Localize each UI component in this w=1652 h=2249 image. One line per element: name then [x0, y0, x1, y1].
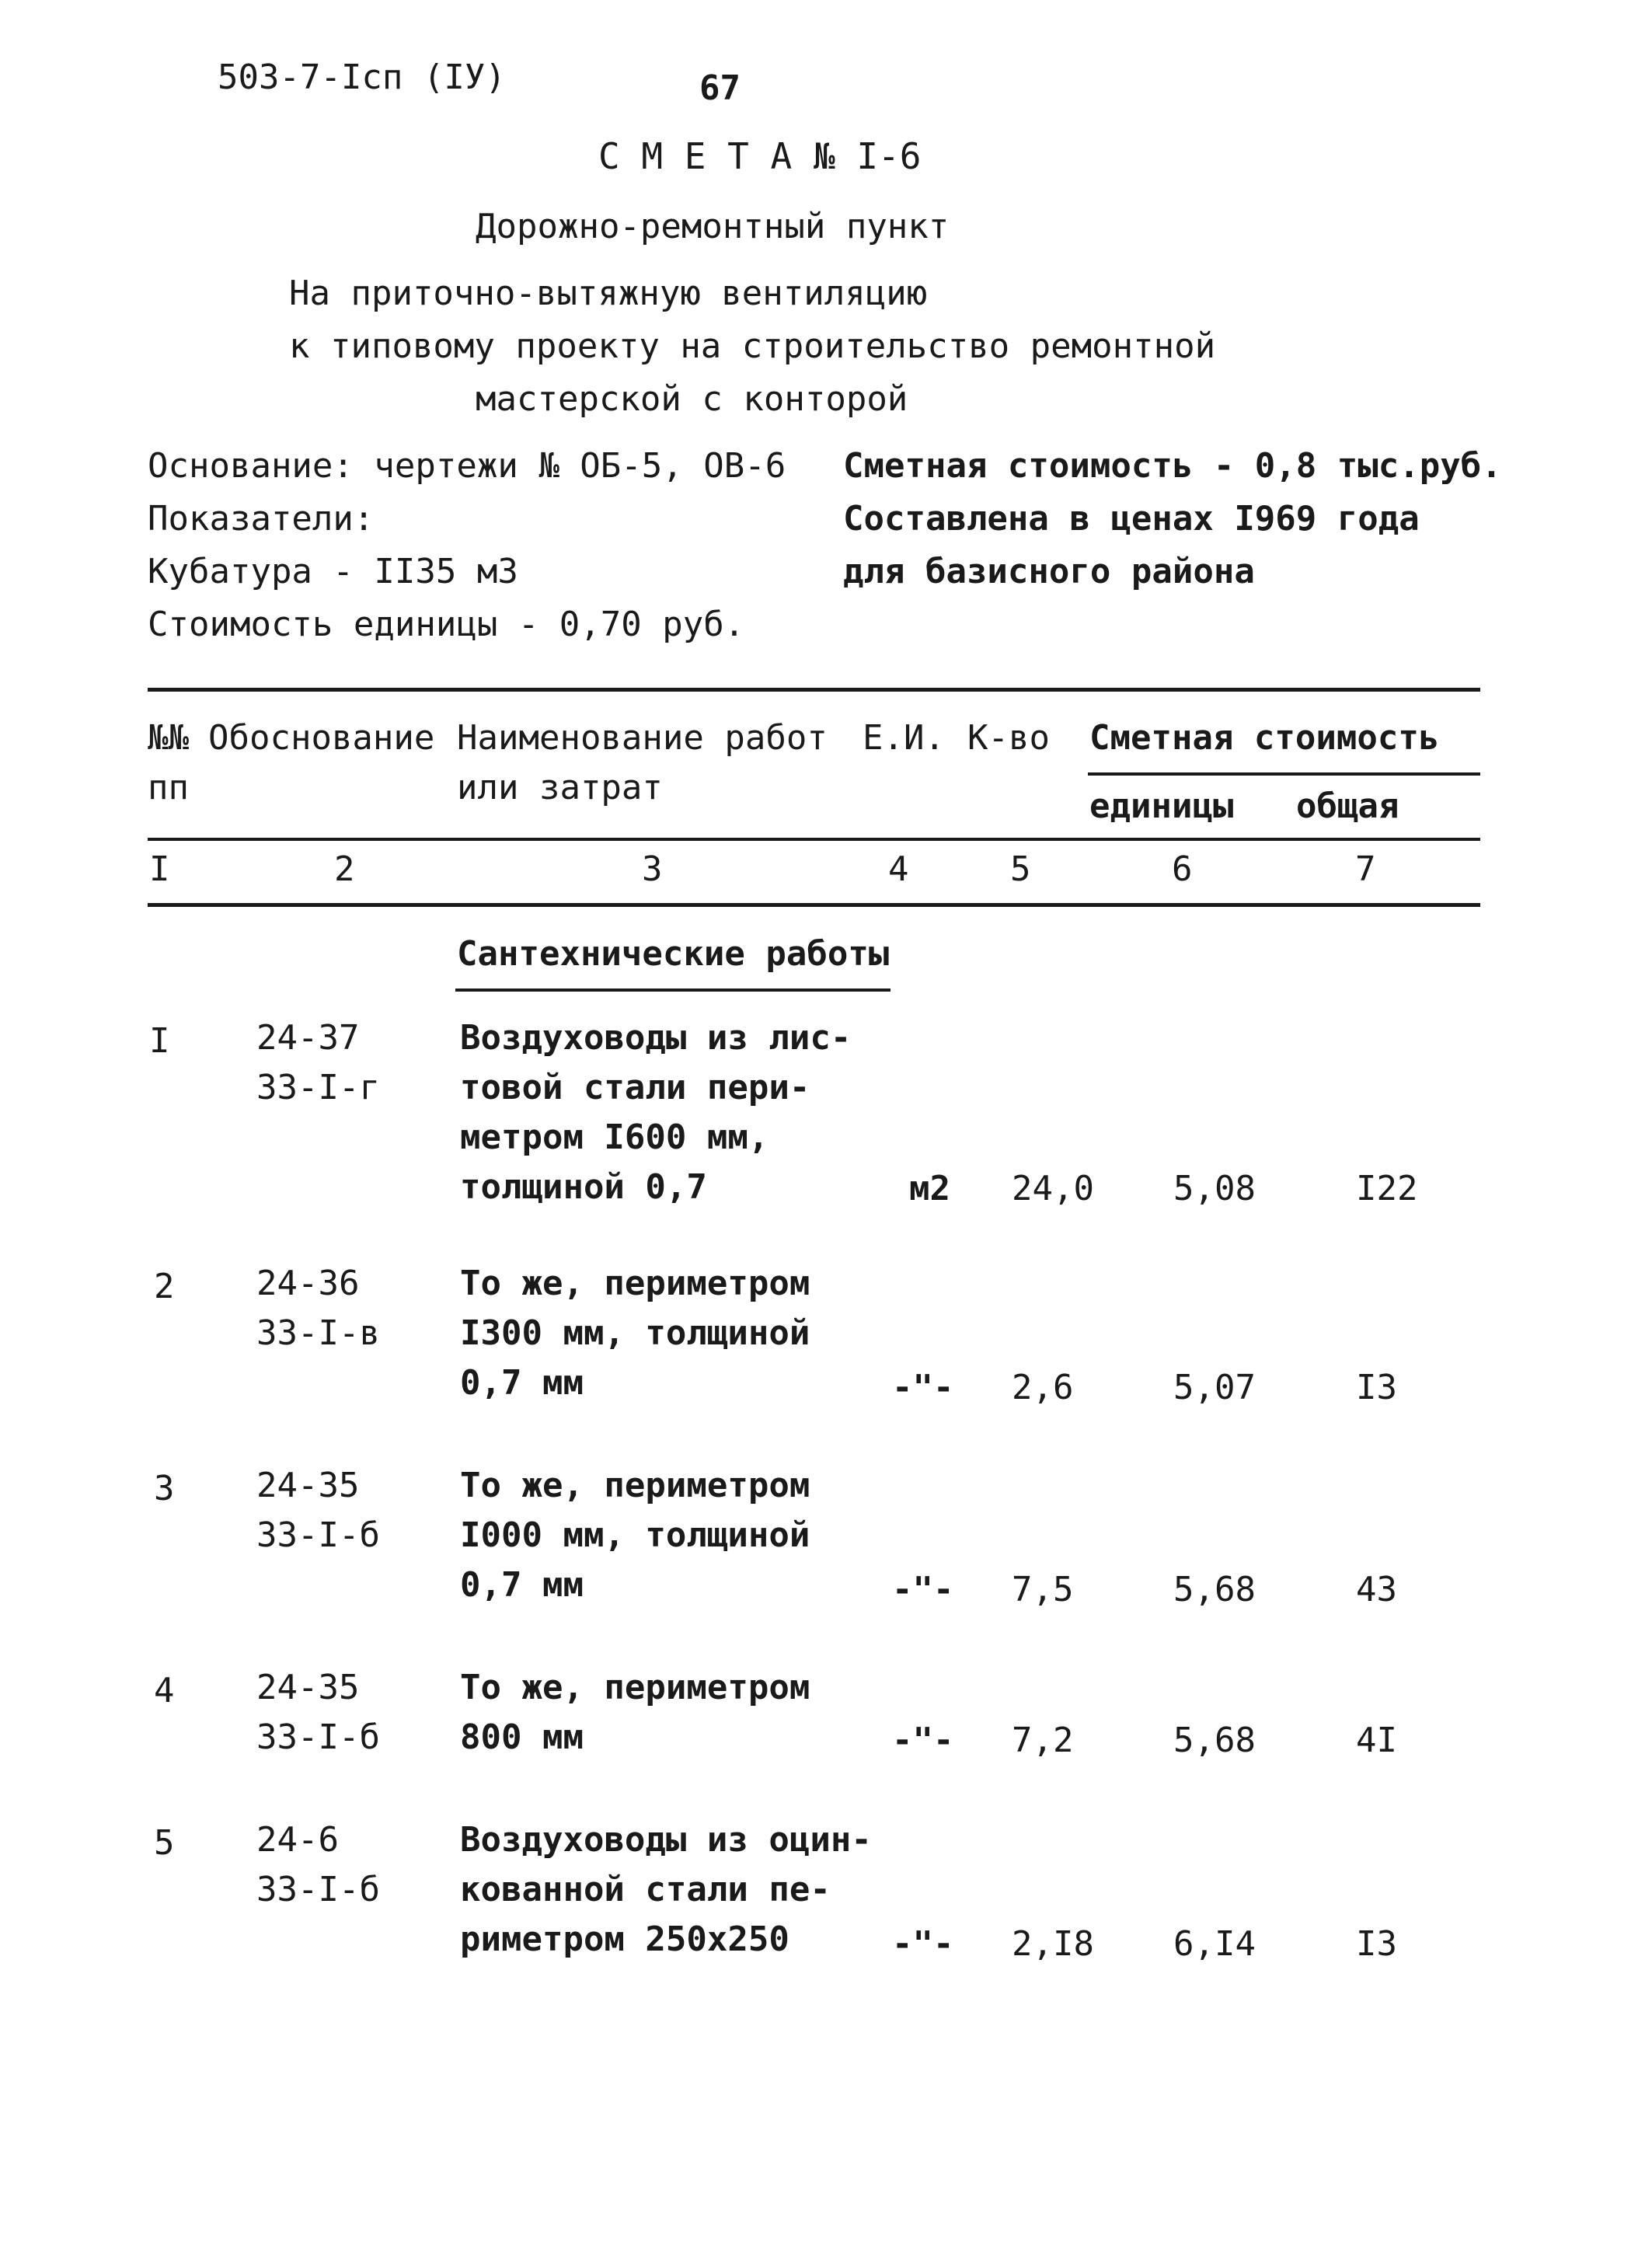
estimate-purpose-line3: мастерской с конторой	[476, 379, 908, 419]
row-basis: 24-37 33-I-г	[256, 1018, 380, 1107]
estimate-purpose-line2: к типовому проекту на строительство ремонтной	[289, 326, 1216, 366]
row-quantity: 2,I8	[1012, 1924, 1094, 1964]
row-quantity: 24,0	[1012, 1169, 1094, 1208]
header-basis: Обоснование	[208, 718, 435, 758]
base-region: для базисного района	[843, 552, 1255, 591]
row-basis: 24-35 33-I-б	[256, 1466, 380, 1555]
indicators-label: Показатели:	[148, 499, 375, 539]
header-num-2: пп	[148, 768, 189, 807]
unit-cost-value: Стоимость единицы - 0,70 руб.	[148, 605, 745, 644]
header-estimated-cost: Сметная стоимость	[1089, 718, 1440, 758]
row-total: I3	[1356, 1368, 1397, 1407]
row-description: Воздуховоды из оцин- кованной стали пе- риметром 250х250	[460, 1820, 872, 1959]
row-quantity: 7,5	[1012, 1570, 1074, 1609]
header-cost-unit: единицы	[1089, 786, 1234, 826]
row-total: 4I	[1356, 1721, 1397, 1760]
row-description: То же, периметром I000 мм, толщиной 0,7 мм	[460, 1466, 810, 1605]
row-unit: -"-	[892, 1721, 954, 1760]
row-unit-price: 5,07	[1173, 1368, 1256, 1407]
row-total: I22	[1356, 1169, 1418, 1208]
table-top-rule	[148, 688, 1480, 692]
row-basis: 24-6 33-I-б	[256, 1820, 380, 1909]
page-number: 67	[699, 68, 741, 108]
row-unit-price: 5,68	[1173, 1721, 1256, 1760]
col-number-5: 5	[1010, 849, 1031, 889]
row-number: 5	[154, 1823, 175, 1863]
row-basis: 24-36 33-I-в	[256, 1264, 380, 1353]
row-unit: -"-	[892, 1570, 954, 1609]
row-number: 2	[154, 1267, 175, 1306]
volume-value: Кубатура - II35 м3	[148, 552, 518, 591]
row-unit: -"-	[892, 1924, 954, 1964]
header-num: №№	[148, 718, 189, 758]
header-cost-total: общая	[1296, 786, 1399, 826]
row-total: 43	[1356, 1570, 1397, 1609]
col-number-7: 7	[1355, 849, 1376, 889]
row-unit-price: 5,08	[1173, 1169, 1256, 1208]
row-description: То же, периметром 800 мм	[460, 1668, 810, 1757]
prices-year: Составлена в ценах I969 года	[843, 499, 1420, 539]
col-number-6: 6	[1172, 849, 1193, 889]
section-heading: Сантехнические работы	[457, 934, 890, 974]
header-unit: Е.И.	[863, 718, 945, 758]
row-unit: -"-	[892, 1368, 954, 1407]
row-number: 4	[154, 1671, 175, 1710]
col-number-1: I	[149, 849, 170, 889]
row-total: I3	[1356, 1924, 1397, 1964]
header-name-2: или затрат	[457, 768, 663, 807]
column-numbers-rule	[148, 903, 1480, 907]
row-number: 3	[154, 1469, 175, 1508]
col-number-3: 3	[642, 849, 663, 889]
section-underline	[455, 989, 890, 992]
row-basis: 24-35 33-I-б	[256, 1668, 380, 1757]
row-unit-price: 6,I4	[1173, 1924, 1256, 1964]
estimate-purpose-line1: На приточно-вытяжную вентиляцию	[289, 274, 928, 313]
estimate-subtitle: Дорожно-ремонтный пункт	[476, 207, 950, 246]
estimated-cost: Сметная стоимость - 0,8 тыс.руб.	[843, 446, 1502, 486]
col-number-4: 4	[888, 849, 909, 889]
header-name: Наименование работ	[457, 718, 828, 758]
header-bottom-rule	[148, 838, 1480, 841]
row-quantity: 7,2	[1012, 1721, 1074, 1760]
row-quantity: 2,6	[1012, 1368, 1074, 1407]
header-qty: К-во	[967, 718, 1050, 758]
row-unit: м2	[909, 1169, 950, 1208]
col-number-2: 2	[334, 849, 355, 889]
cost-header-rule	[1088, 772, 1480, 776]
row-unit-price: 5,68	[1173, 1570, 1256, 1609]
document-code: 503-7-Icп (IУ)	[218, 58, 506, 97]
estimate-heading: С М Е Т А № I-6	[598, 135, 922, 177]
basis-drawings: Основание: чертежи № ОБ-5, ОВ-6	[148, 446, 786, 486]
row-number: I	[149, 1021, 170, 1061]
row-description: Воздуховоды из лис- товой стали пери- метром I600 мм, толщиной 0,7	[460, 1018, 852, 1207]
row-description: То же, периметром I300 мм, толщиной 0,7 мм	[460, 1264, 810, 1403]
